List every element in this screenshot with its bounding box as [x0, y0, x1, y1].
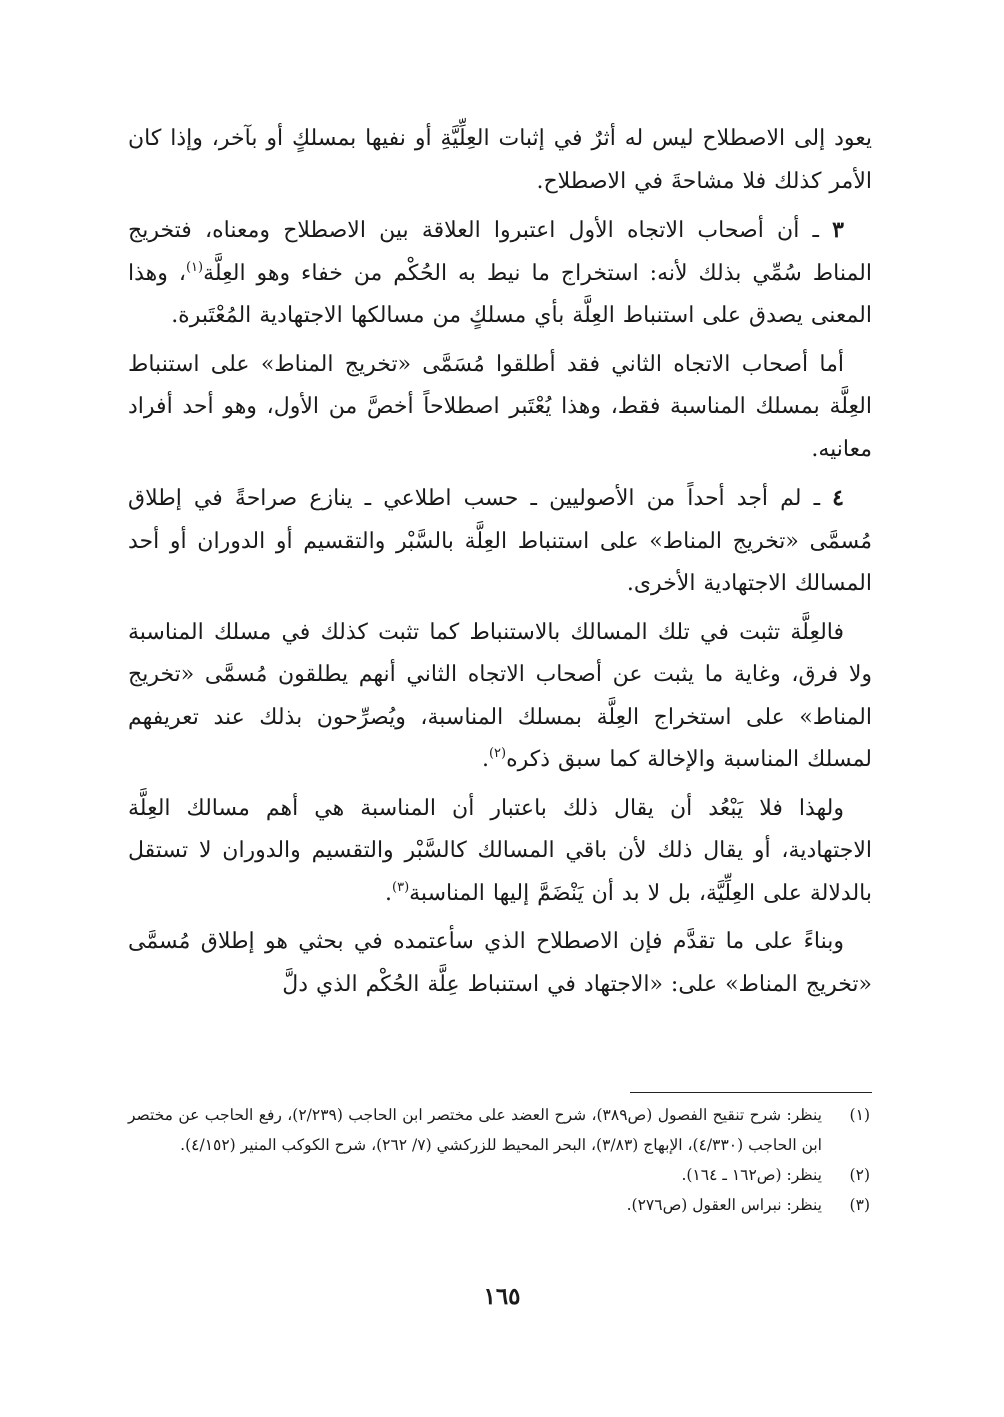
footnote-2-number: (٢)	[849, 1166, 870, 1184]
footnote-2	[128, 1160, 872, 1190]
footnote-ref-3[interactable]: (٣)	[392, 879, 410, 895]
footnote-1-text: ينظر: شرح تنقيح الفصول (ص٣٨٩)، شرح العضد على مختصر ابن الحاجب (٢/٢٣٩)، رفع الحاجب عن مختصر ابن الحاجب (٤/٣٣٠)، الإبهاج (٣/٨٣)، البحر المحيط للزركشي (٧/ ٢٦٢)، شرح الكوكب المنير (٤/١٥٢).	[128, 1106, 822, 1154]
paragraph-5-text-b: .	[481, 747, 489, 772]
footnote-divider	[630, 1092, 872, 1093]
paragraph-2-text-b: ، وهذا المعنى يصدق على استنباط العِلَّة بأي مسلكٍ من مسالكها الاجتهادية المُعْتَبرة.	[128, 260, 872, 328]
paragraph-7-text: وبناءً على ما تقدَّم فإن الاصطلاح الذي سأعتمده في بحثي هو إطلاق مُسمَّى «تخريج المناط» على: «الاجتهاد في استنباط عِلَّة الحُكْم الذي دلَّ	[128, 929, 872, 997]
footnote-3	[128, 1190, 872, 1220]
paragraph-4	[128, 477, 872, 606]
footnote-ref-2[interactable]: (٢)	[488, 746, 507, 761]
paragraph-4-text: ـ لم أجد أحداً من الأصوليين ـ حسب اطلاعي ـ ينازع صراحةً في إطلاق مُسمَّى «تخريج المناط» على استنباط العِلَّة بالسَّبْر والتقسيم أو الدوران أو أحد المسالك الاجتهادية الأخرى.	[128, 486, 872, 596]
main-text	[128, 118, 872, 1012]
paragraph-7	[128, 921, 872, 1006]
paragraph-5	[128, 612, 872, 782]
footnote-3-text: ينظر: نبراس العقول (ص٢٧٦).	[626, 1196, 822, 1214]
paragraph-1	[128, 118, 872, 203]
paragraph-2-text-a: ـ أن أصحاب الاتجاه الأول اعتبروا العلاقة بين الاصطلاح ومعناه، فتخريج المناط سُمِّي بذلك لأنه: استخراج ما نيط به الحُكْم من خفاء وهو العِلَّة	[128, 218, 872, 286]
point-number-3: ٣	[832, 217, 844, 243]
point-number-4: ٤	[832, 485, 844, 511]
paragraph-3-text: أما أصحاب الاتجاه الثاني فقد أطلقوا مُسَمَّى «تخريج المناط» على استنباط العِلَّة بمسلك المناسبة فقط، وهذا يُعْتَبر اصطلاحاً أخصَّ من الأول، وهو أحد أفراد معانيه.	[128, 351, 872, 462]
footnote-3-number: (٣)	[849, 1196, 870, 1214]
page-number: ١٦٥	[483, 1283, 521, 1310]
footnote-1	[128, 1100, 872, 1160]
paragraph-3	[128, 344, 872, 472]
paragraph-6	[128, 788, 872, 916]
paragraph-1-text: يعود إلى الاصطلاح ليس له أثرٌ في إثبات العِلِّيَّةِ أو نفيها بمسلكٍ أو بآخر، وإذا كان الأمر كذلك فلا مشاحةَ في الاصطلاح.	[128, 126, 872, 194]
footnotes-section	[128, 1100, 872, 1220]
paragraph-6-text-a: ولهذا فلا يَبْعُد أن يقال ذلك باعتبار أن المناسبة هي أهم مسالك العِلَّة الاجتهادية، أو يقال ذلك لأن باقي المسالك كالسَّبْر والتقسيم والدوران لا تستقل بالدلالة على العِلِّيَّة، بل لا بد أن يَنْضَمَّ إليها المناسبة	[128, 795, 872, 906]
footnote-2-text: ينظر: (ص١٦٢ ـ ١٦٤).	[681, 1166, 822, 1184]
paragraph-2	[128, 209, 872, 338]
footnote-ref-1[interactable]: (١)	[185, 259, 204, 275]
paragraph-5-text-a: فالعِلَّة تثبت في تلك المسالك بالاستنباط كما تثبت كذلك في مسلك المناسبة ولا فرق، وغاية ما يثبت عن أصحاب الاتجاه الثاني أنهم يطلقون مُسمَّى «تخريج المناط» على استخراج العِلَّة بمسلك المناسبة، ويُصرِّحون بذلك عند تعريفهم لمسلك المناسبة والإخالة كما سبق ذكره	[128, 619, 872, 772]
footnote-1-number: (١)	[849, 1106, 870, 1124]
paragraph-6-text-b: .	[385, 880, 392, 906]
